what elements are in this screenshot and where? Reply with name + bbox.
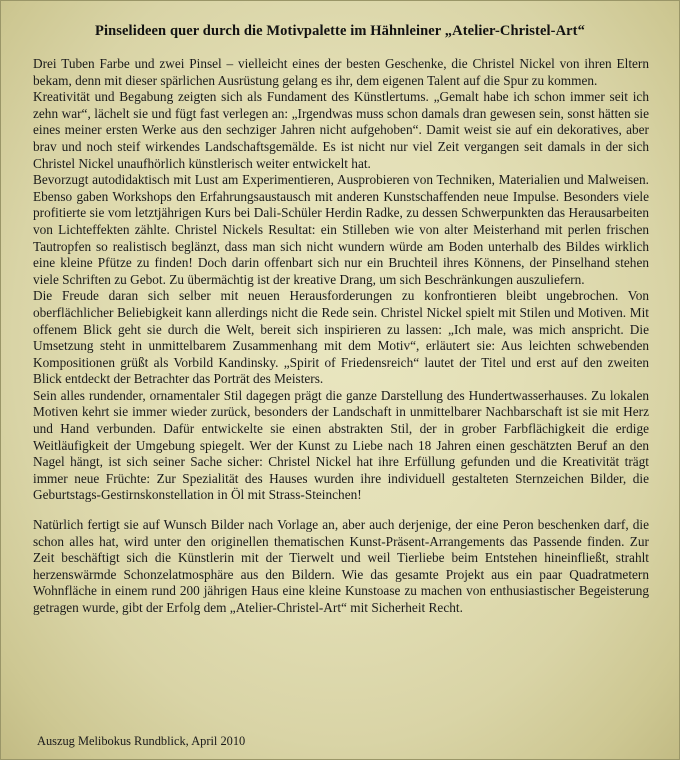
- paragraph: Bevorzugt autodidaktisch mit Lust am Experimentieren, Ausprobieren von Techniken, Materialien und Malweisen. Ebenso gaben Workshops den Erfahrungsaustausch mit anderen Kunstschaffenden neue Impulse. Besonders viele profitierte sie vom letztjährigen Kurs bei Dali-Schüler Herdin Radke, zu dessen Schwerpunkten das Herausarbeiten von Lichteffekten zählte. Christel Nickels Resultat: ein Stilleben wie von alter Meisterhand mit perlen frischen Tautropfen so realistisch beglänzt, dass man sich nicht wundern würde am Boden unterhalb des Bildes wirklich eine kleine Pfütze zu finden! Doch darin offenbart sich nur ein Bruchteil ihres Könnens, der Pinselhand stehen viele Schriften zu Gebot. Zu übermächtig ist der kreative Drang, um sich Beschränkungen auszuliefern.: [33, 172, 649, 287]
- paragraph: Kreativität und Begabung zeigten sich als Fundament des Künstlertums. „Gemalt habe ich schon immer seit ich zehn war“, lächelt sie und fügt fast verlegen an: „Irgendwas muss schon damals dran gewesen sein, sonst hätten sie eines meiner ersten Werke aus den sechziger Jahren nicht aufgehoben“. Damit weist sie auf ein dekoratives, aber brav und noch steif wirkendes Landschaftsgemälde. Es ist nicht nur viel Zeit vergangen seit damals in der sich Christel Nickel unaufhörlich künstlerisch weiter entwickelt hat.: [33, 89, 649, 171]
- article-body: [29, 56, 651, 617]
- paragraph: Natürlich fertigt sie auf Wunsch Bilder nach Vorlage an, aber auch derjenige, der eine Peron beschenken darf, die schon alles hat, wird unter den originellen thematischen Kunst-Präsent-Arrangements das Passende finden. Zur Zeit beschäftigt sich die Künstlerin mit der Tierwelt und weil Tierliebe beim Entstehen hineinfließt, strahlt herzenswärmde Schonzelatmosphäre aus den Bildern. Wie das gesamte Projekt aus ein paar Quadratmetern Wohnfläche in einem rund 200 jährigen Haus eine kleine Kunstoase zu machen von enthusiastischer Begeisterung getragen wurde, gibt der Erfolg dem „Atelier-Christel-Art“ mit Sicherheit Recht.: [33, 517, 649, 615]
- paragraph: Die Freude daran sich selber mit neuen Herausforderungen zu konfrontieren bleibt ungebrochen. Von oberflächlicher Beliebigkeit kann allerdings nicht die Rede sein. Christel Nickel spielt mit Stilen und Motiven. Mit offenem Blick geht sie durch die Welt, bereit sich inspirieren zu lassen: „Ich male, was mich anspricht. Die Umsetzung steht in unmittelbarem Zusammenhang mit dem Motiv“, erläutert sie: Aus leichten schwebenden Kompositionen grüßt als Vorbild Kandinsky. „Spirit of Friedensreich“ lautet der Titel und erst auf den zweiten Blick entdeckt der Betrachter das Porträt des Meisters.: [33, 288, 649, 387]
- source-note: Auszug Melibokus Rundblick, April 2010: [37, 734, 246, 748]
- document-inner: [29, 23, 651, 755]
- paragraph: Sein alles rundender, ornamentaler Stil dagegen prägt die ganze Darstellung des Hundertwasserhauses. Zu lokalen Motiven kehrt sie immer wieder zurück, besonders der Landschaft in unmittelbarer Nachbarschaft ist sie mit Herz und Hand verbunden. Dafür entwickelte sie einen abstrakten Stil, der in grober Farbflächigkeit die erdige Weitläufigkeit der Umgebung spiegelt. Wer der Kunst zu Liebe nach 18 Jahren einen geschätzten Beruf an den Nagel hängt, ist sich seiner Sache sicher: Christel Nickel hat ihre Erfüllung gefunden und die Kreativität trägt immer neue Früchte: Zur Spezialität des Hauses wurden ihre individuell gestalteten Sternzeichen Bilder, die Geburtstags-Gestirnskonstellation in Öl mit Strass-Steinchen!: [33, 387, 649, 503]
- page-title: Pinselideen quer durch die Motivpalette im Hähnleiner „Atelier-Christel-Art“: [95, 23, 585, 39]
- paragraph: Drei Tuben Farbe und zwei Pinsel – vielleicht eines der besten Geschenke, die Christel Nickel von ihren Eltern bekam, denn mit dieser spärlichen Ausrüstung gelang es ihr, dem eigenen Talent auf die Spur zu kommen.: [33, 56, 649, 88]
